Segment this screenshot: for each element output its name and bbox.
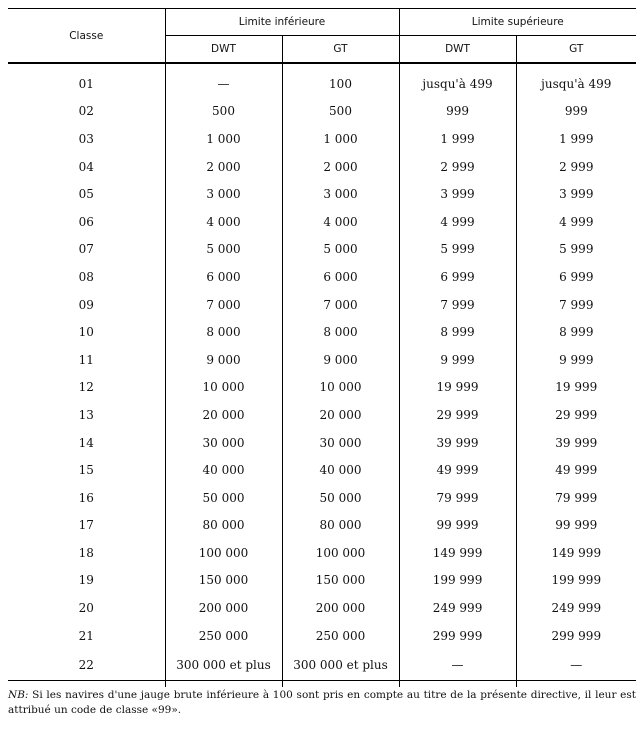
cell-upper-gt: 49 999 — [516, 456, 636, 484]
table-row — [8, 484, 636, 512]
cell-upper-gt: 149 999 — [516, 539, 636, 567]
cell-upper-gt: 299 999 — [516, 622, 636, 650]
cell-upper-gt: 29 999 — [516, 401, 636, 429]
cell-classe: 10 — [78, 325, 94, 340]
header-classe: Classe — [8, 9, 165, 64]
cell-upper-gt: 4 999 — [516, 208, 636, 236]
cell-classe: 07 — [78, 242, 94, 257]
cell-lower-gt: 2 000 — [282, 153, 399, 181]
cell-classe: 09 — [78, 297, 94, 312]
cell-upper-dwt: 79 999 — [399, 484, 516, 512]
cell-classe: 02 — [78, 104, 94, 119]
cell-upper-dwt: 249 999 — [399, 594, 516, 622]
cell-lower-dwt: 30 000 — [165, 429, 282, 457]
cell-classe: 03 — [78, 131, 94, 146]
cell-lower-gt: 200 000 — [282, 594, 399, 622]
table-row — [8, 594, 636, 622]
cell-lower-dwt: 200 000 — [165, 594, 282, 622]
cell-upper-dwt: 9 999 — [399, 346, 516, 374]
cell-lower-gt: 100 000 — [282, 539, 399, 567]
cell-upper-dwt: 299 999 — [399, 622, 516, 650]
cell-lower-dwt: 5 000 — [165, 236, 282, 264]
cell-lower-dwt: 10 000 — [165, 374, 282, 402]
cell-lower-gt: 1 000 — [282, 125, 399, 153]
cell-upper-gt: 1 999 — [516, 125, 636, 153]
cell-lower-dwt: 20 000 — [165, 401, 282, 429]
cell-lower-gt: 100 — [282, 63, 399, 98]
cell-upper-dwt: 29 999 — [399, 401, 516, 429]
table-row — [8, 263, 636, 291]
cell-upper-dwt: 4 999 — [399, 208, 516, 236]
cell-upper-dwt: 1 999 — [399, 125, 516, 153]
table-row — [8, 236, 636, 264]
cell-lower-gt: 20 000 — [282, 401, 399, 429]
cell-lower-gt: 50 000 — [282, 484, 399, 512]
cell-upper-dwt: 49 999 — [399, 456, 516, 484]
tonnage-class-table — [8, 8, 636, 687]
cell-upper-dwt: 6 999 — [399, 263, 516, 291]
cell-upper-gt: 99 999 — [516, 512, 636, 540]
cell-lower-dwt: 40 000 — [165, 456, 282, 484]
cell-upper-gt: 5 999 — [516, 236, 636, 264]
cell-upper-dwt: 19 999 — [399, 374, 516, 402]
cell-upper-dwt: 8 999 — [399, 318, 516, 346]
footnote-prefix: NB: — [8, 689, 29, 701]
cell-lower-dwt: 50 000 — [165, 484, 282, 512]
cell-lower-dwt: 250 000 — [165, 622, 282, 650]
cell-lower-dwt: 8 000 — [165, 318, 282, 346]
cell-lower-dwt: 3 000 — [165, 180, 282, 208]
table-row — [8, 429, 636, 457]
cell-lower-gt: 4 000 — [282, 208, 399, 236]
table-row — [8, 318, 636, 346]
cell-upper-gt: 9 999 — [516, 346, 636, 374]
cell-lower-dwt: 100 000 — [165, 539, 282, 567]
cell-upper-gt: 79 999 — [516, 484, 636, 512]
cell-upper-gt: 999 — [516, 98, 636, 126]
cell-upper-dwt: 3 999 — [399, 180, 516, 208]
cell-lower-dwt: 6 000 — [165, 263, 282, 291]
cell-classe: 12 — [78, 380, 94, 395]
cell-upper-gt: — — [516, 649, 636, 687]
cell-classe: 04 — [78, 159, 94, 174]
cell-classe: 21 — [78, 628, 94, 643]
cell-lower-dwt: 4 000 — [165, 208, 282, 236]
cell-upper-dwt: 2 999 — [399, 153, 516, 181]
table-row — [8, 208, 636, 236]
table-row — [8, 346, 636, 374]
table-row — [8, 512, 636, 540]
table-row — [8, 63, 636, 98]
cell-upper-dwt: 39 999 — [399, 429, 516, 457]
cell-upper-gt: 8 999 — [516, 318, 636, 346]
table-row — [8, 153, 636, 181]
cell-upper-gt: 19 999 — [516, 374, 636, 402]
cell-classe: 13 — [78, 407, 94, 422]
header-upper-limit: Limite supérieure — [399, 9, 636, 36]
cell-upper-gt: 249 999 — [516, 594, 636, 622]
cell-classe: 06 — [78, 214, 94, 229]
cell-lower-gt: 8 000 — [282, 318, 399, 346]
cell-upper-gt: 3 999 — [516, 180, 636, 208]
table-body — [8, 63, 636, 687]
cell-lower-dwt: 500 — [165, 98, 282, 126]
cell-lower-dwt: 2 000 — [165, 153, 282, 181]
table-row — [8, 567, 636, 595]
cell-lower-dwt: — — [165, 63, 282, 98]
cell-classe: 11 — [78, 352, 94, 367]
cell-classe: 17 — [78, 518, 94, 533]
cell-upper-gt: 6 999 — [516, 263, 636, 291]
cell-lower-gt: 500 — [282, 98, 399, 126]
footnote — [8, 680, 636, 718]
cell-upper-dwt: 7 999 — [399, 291, 516, 319]
cell-lower-gt: 3 000 — [282, 180, 399, 208]
cell-classe: 05 — [78, 187, 94, 202]
table-row — [8, 180, 636, 208]
cell-upper-dwt: jusqu'à 499 — [399, 63, 516, 98]
cell-lower-gt: 80 000 — [282, 512, 399, 540]
cell-upper-dwt: 199 999 — [399, 567, 516, 595]
header-upper-gt: GT — [516, 36, 636, 64]
cell-classe: 20 — [78, 601, 94, 616]
header-lower-limit: Limite inférieure — [165, 9, 399, 36]
table-row — [8, 125, 636, 153]
cell-lower-gt: 250 000 — [282, 622, 399, 650]
cell-upper-gt: jusqu'à 499 — [516, 63, 636, 98]
cell-upper-gt: 7 999 — [516, 291, 636, 319]
cell-upper-gt: 2 999 — [516, 153, 636, 181]
cell-lower-gt: 150 000 — [282, 567, 399, 595]
cell-lower-gt: 6 000 — [282, 263, 399, 291]
cell-lower-dwt: 300 000 et plus — [165, 649, 282, 687]
cell-classe: 14 — [78, 435, 94, 450]
cell-upper-gt: 39 999 — [516, 429, 636, 457]
cell-classe: 08 — [78, 269, 94, 284]
cell-lower-gt: 9 000 — [282, 346, 399, 374]
cell-lower-gt: 40 000 — [282, 456, 399, 484]
cell-lower-gt: 10 000 — [282, 374, 399, 402]
cell-classe: 19 — [78, 573, 94, 588]
cell-lower-gt: 7 000 — [282, 291, 399, 319]
cell-lower-dwt: 9 000 — [165, 346, 282, 374]
cell-lower-gt: 30 000 — [282, 429, 399, 457]
cell-upper-gt: 199 999 — [516, 567, 636, 595]
cell-lower-dwt: 150 000 — [165, 567, 282, 595]
cell-lower-dwt: 80 000 — [165, 512, 282, 540]
cell-lower-gt: 300 000 et plus — [282, 649, 399, 687]
cell-lower-dwt: 1 000 — [165, 125, 282, 153]
cell-classe: 16 — [78, 490, 94, 505]
table-row — [8, 98, 636, 126]
table-row — [8, 374, 636, 402]
cell-upper-dwt: 5 999 — [399, 236, 516, 264]
table-row — [8, 291, 636, 319]
cell-lower-dwt: 7 000 — [165, 291, 282, 319]
footnote-text: Si les navires d'une jauge brute inférieure à 100 sont pris en compte au titre de la présente directive, il leur est attribué un code de classe «99». — [8, 689, 636, 716]
table-row — [8, 539, 636, 567]
header-upper-dwt: DWT — [399, 36, 516, 64]
cell-classe: 15 — [78, 463, 94, 478]
cell-classe: 22 — [78, 658, 94, 673]
cell-classe: 01 — [78, 76, 94, 91]
cell-upper-dwt: 999 — [399, 98, 516, 126]
header-lower-gt: GT — [282, 36, 399, 64]
cell-upper-dwt: 99 999 — [399, 512, 516, 540]
cell-lower-gt: 5 000 — [282, 236, 399, 264]
header-lower-dwt: DWT — [165, 36, 282, 64]
cell-upper-dwt: 149 999 — [399, 539, 516, 567]
table-row — [8, 456, 636, 484]
cell-upper-dwt: — — [399, 649, 516, 687]
table-row — [8, 622, 636, 650]
cell-classe: 18 — [78, 545, 94, 560]
table-row — [8, 401, 636, 429]
